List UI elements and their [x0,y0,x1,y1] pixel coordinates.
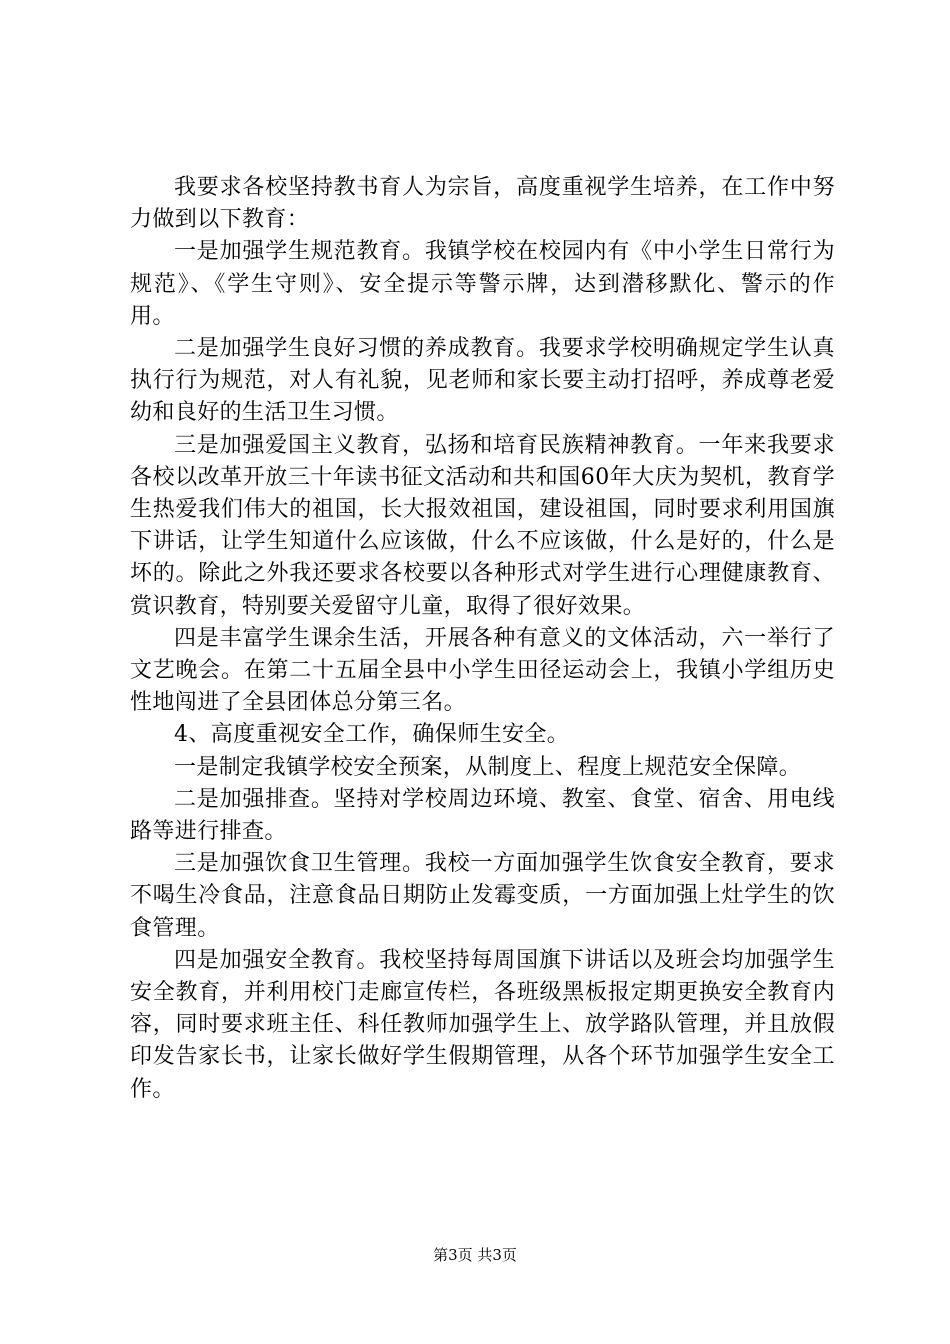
paragraph-intro: 我要求各校坚持教书育人为宗旨，高度重视学生培养，在工作中努力做到以下教育： [130,175,835,233]
paragraph-safety-plan: 一是制定我镇学校安全预案，从制度上、程度上规范安全保障。 [174,754,802,780]
paragraph-food-hygiene: 三是加强饮食卫生管理。我校一方面加强学生饮食安全教育，要求不喝生冷食品，注意食品日期防止发霉变质，一方面加强上灶学生的饮食管理。 [130,851,835,941]
paragraph-patriotic-education: 三是加强爱国主义教育，弘扬和培育民族精神教育。一年来我要求各校以改革开放三十年读书征文活动和共和国60年大庆为契机，教育学生热爱我们伟大的祖国，长大报效祖国，建设祖国，同时要求利用国旗下讲话，让学生知道什么应该做，什么不应该做，什么是好的，什么是坏的。除此之外我还要求各校要以各种形式对学生进行心理健康教育、赏识教育，特别要关爱留守儿童，取得了很好效果。 [130,432,835,619]
document-body [130,172,835,1106]
paragraph-habits-education: 二是加强学生良好习惯的养成教育。我要求学校明确规定学生认真执行行为规范，对人有礼貌，见老师和家长要主动打招呼，养成尊老爱幼和良好的生活卫生习惯。 [130,336,835,426]
page-footer: 第3页 共3页 [433,1246,517,1264]
paragraph-norms-education: 一是加强学生规范教育。我镇学校在校园内有《中小学生日常行为规范》、《学生守则》、安全提示等警示牌，达到潜移默化、警示的作用。 [130,239,835,329]
section-heading-safety: 4、高度重视安全工作，确保师生安全。 [174,722,570,748]
paragraph-safety-education: 四是加强安全教育。我校坚持每周国旗下讲话以及班会均加强学生安全教育，并利用校门走廊宣传栏，各班级黑板报定期更换安全教育内容，同时要求班主任、科任教师加强学生上、放学路队管理，并且放假印发告家长书，让家长做好学生假期管理，从各个环节加强学生安全工作。 [130,947,835,1102]
paragraph-inspection: 二是加强排查。坚持对学校周边环境、教室、食堂、宿舍、用电线路等进行排查。 [130,786,835,845]
paragraph-extracurricular: 四是丰富学生课余生活，开展各种有意义的文体活动，六一举行了文艺晚会。在第二十五届全县中小学生田径运动会上，我镇小学组历史性地闯进了全县团体总分第三名。 [130,625,835,716]
